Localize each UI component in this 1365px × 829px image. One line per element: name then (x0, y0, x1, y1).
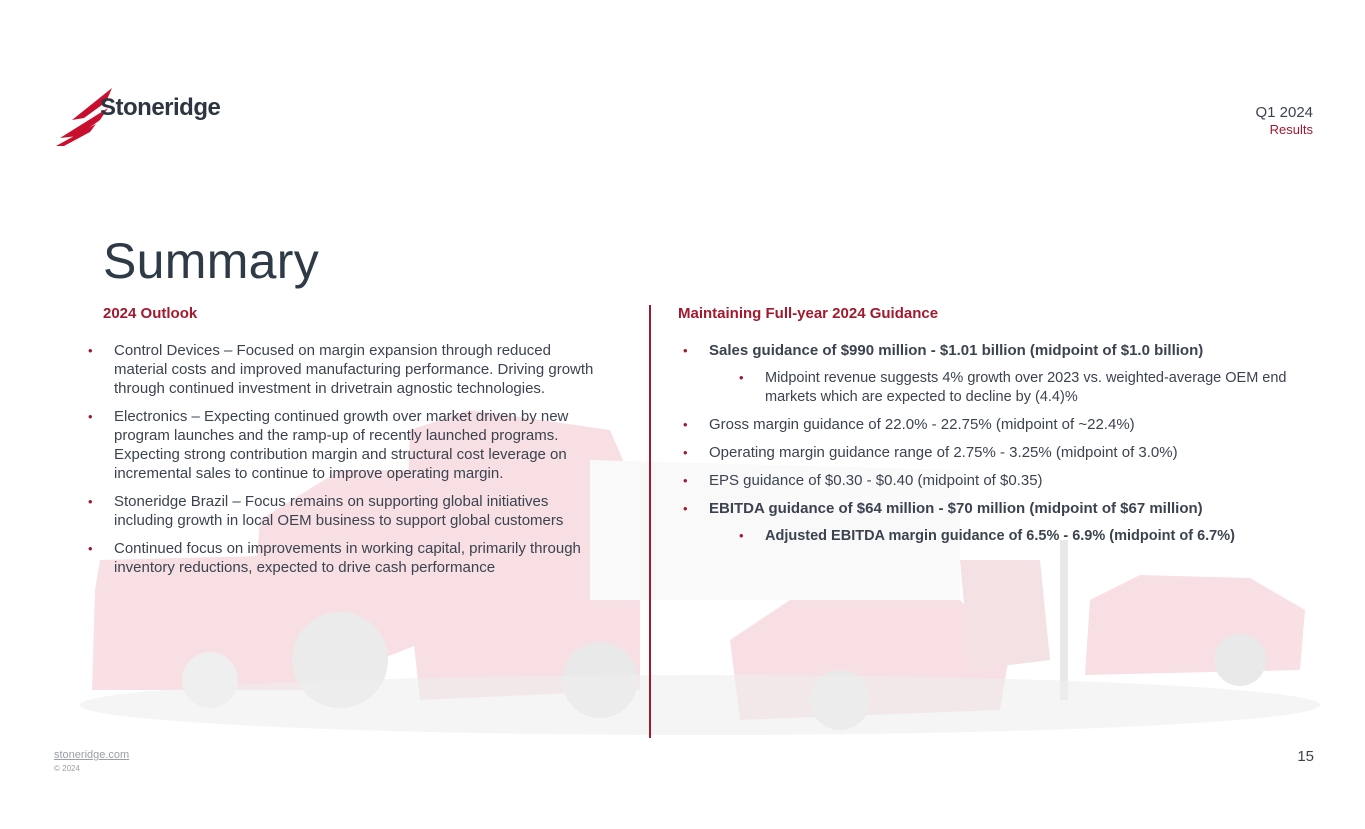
copyright: © 2024 (54, 764, 80, 773)
bullet-icon: • (739, 528, 744, 543)
outlook-list (88, 341, 608, 586)
bullet-icon: • (683, 445, 688, 460)
website-link[interactable]: stoneridge.com (54, 749, 130, 761)
list-item: • EPS guidance of $0.30 - $0.40 (midpoint of $0.35) (683, 472, 1043, 489)
outlook-heading: 2024 Outlook (103, 305, 198, 322)
list-item: • Stoneridge Brazil – Focus remains on supporting global initiatives including growth in local OEM business to support global customers (88, 493, 564, 529)
bullet-icon: • (683, 501, 688, 516)
bullet-icon: • (88, 343, 93, 358)
bullet-icon: • (88, 409, 93, 424)
list-item: • Electronics – Expecting continued growth over market driven by new program launches and the ramp-up of recently launched programs. Expecting strong contribution margin and structural cost leverage on incremental sales to continue to improve operating margin. (88, 408, 569, 482)
bullet-icon: • (683, 343, 688, 358)
page-number: 15 (1297, 748, 1314, 765)
list-item: • Control Devices – Focused on margin expansion through reduced material costs and improved manufacturing performance. Driving growth through continued investment in drivetrain agnostic technologies. (88, 342, 594, 397)
page-title: Summary (103, 232, 320, 289)
list-item: • EBITDA guidance of $64 million - $70 million (midpoint of $67 million) (683, 500, 1203, 517)
guidance-heading: Maintaining Full-year 2024 Guidance (678, 305, 939, 322)
bullet-icon: • (739, 370, 744, 385)
list-item: • Gross margin guidance of 22.0% - 22.75% (midpoint of ~22.4%) (683, 416, 1135, 433)
bullet-icon: • (88, 494, 93, 509)
list-item: • Sales guidance of $990 million - $1.01 billion (midpoint of $1.0 billion) (683, 342, 1204, 359)
list-subitem: • Adjusted EBITDA margin guidance of 6.5% - 6.9% (midpoint of 6.7%) (739, 528, 1235, 544)
list-subitem: • Midpoint revenue suggests 4% growth over 2023 vs. weighted-average OEM end markets which are expected to decline by (4.4)% (739, 370, 1287, 405)
list-item: • Operating margin guidance range of 2.75% - 3.25% (midpoint of 3.0%) (683, 444, 1178, 461)
brand-name: Stoneridge (100, 94, 221, 121)
report-period (1255, 104, 1313, 137)
bullet-icon: • (683, 417, 688, 432)
bullet-icon: • (88, 541, 93, 556)
list-item: • Continued focus on improvements in working capital, primarily through inventory reductions, expected to drive cash performance (88, 540, 581, 576)
quarter-label: Q1 2024 (1255, 104, 1313, 121)
column-divider (649, 305, 651, 738)
guidance-list (683, 341, 1323, 555)
results-label: Results (1269, 122, 1313, 137)
bullet-icon: • (683, 473, 688, 488)
